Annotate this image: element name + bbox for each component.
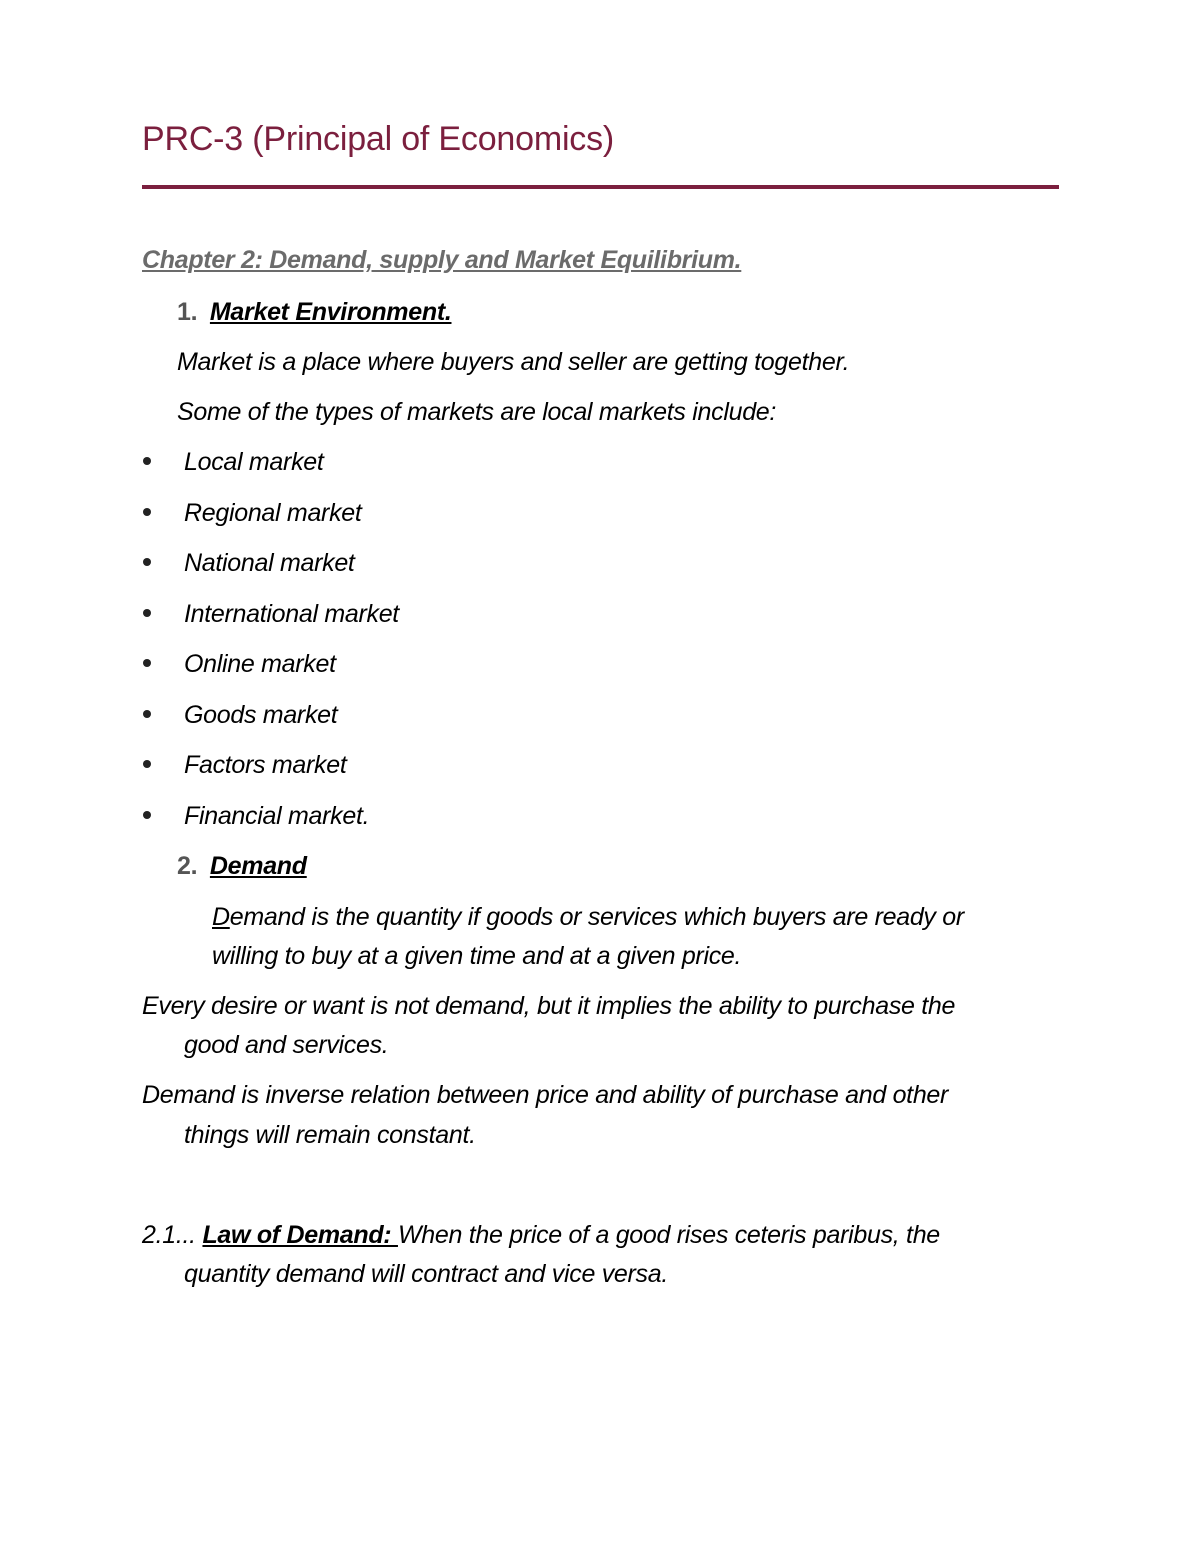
document-title: PRC-3 (Principal of Economics) [142, 120, 615, 158]
law-of-demand-heading: Law of Demand: [202, 1221, 398, 1249]
paragraph-desire-line-2: good and services. [184, 1031, 389, 1059]
bullet-icon [143, 811, 151, 819]
bullet-icon [143, 508, 151, 516]
demand-definition-line-1 [212, 902, 964, 932]
list-item: Regional market [184, 499, 362, 527]
section-1-heading [177, 297, 451, 327]
law-of-demand-text: When the price of a good rises ceteris paribus, the [397, 1221, 940, 1249]
paragraph-desire-line-1: Every desire or want is not demand, but it implies the ability to purchase the [142, 992, 956, 1020]
section-2-heading [177, 851, 307, 881]
list-item: National market [184, 549, 355, 577]
list-item: Online market [184, 650, 336, 678]
bullet-icon [143, 760, 151, 768]
bullet-icon [143, 710, 151, 718]
paragraph-inverse-line-1: Demand is inverse relation between price and ability of purchase and other [142, 1081, 949, 1109]
section-1-number: 1. [177, 298, 198, 326]
drop-letter: D [212, 903, 230, 931]
title-divider [142, 185, 1059, 189]
law-of-demand-line-2: quantity demand will contract and vice versa. [184, 1260, 668, 1288]
demand-definition-line-2: willing to buy at a given time and at a given price. [212, 942, 742, 970]
definition-text: emand is the quantity if goods or services which buyers are ready or [229, 903, 964, 931]
list-item: Factors market [184, 751, 347, 779]
bullet-icon [143, 659, 151, 667]
list-item: Financial market. [184, 802, 370, 830]
list-item: Goods market [184, 701, 338, 729]
bullet-icon [143, 457, 151, 465]
law-of-demand-line-1 [142, 1220, 940, 1250]
section-2-title: Demand [209, 852, 307, 880]
section-2-1-prefix: 2.1... [142, 1221, 196, 1249]
paragraph-inverse-line-2: things will remain constant. [184, 1121, 476, 1149]
section-2-number: 2. [177, 852, 198, 880]
list-item: Local market [184, 448, 324, 476]
chapter-heading: Chapter 2: Demand, supply and Market Equilibrium. [142, 246, 742, 274]
bullet-icon [143, 558, 151, 566]
bullet-icon [143, 609, 151, 617]
list-item: International market [184, 600, 399, 628]
section-1-paragraph-2: Some of the types of markets are local markets include: [177, 398, 777, 426]
section-1-paragraph-1: Market is a place where buyers and seller are getting together. [177, 348, 850, 376]
section-1-title: Market Environment. [209, 298, 452, 326]
